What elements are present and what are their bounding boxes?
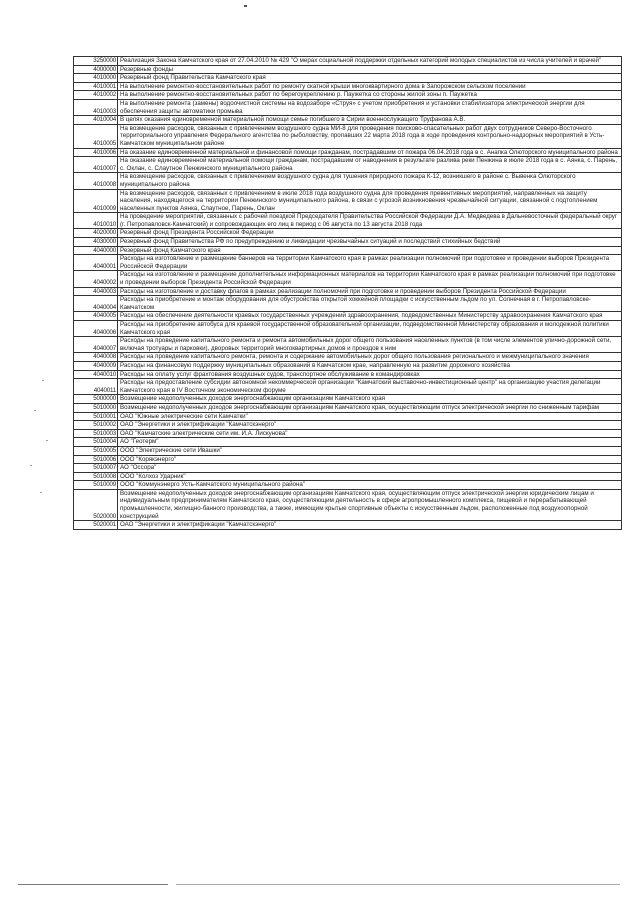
row-description: Расходы на приобретение и монтаж оборудования для обустройства открытой хоккейной площадки с искусственным льдом по ул. Солнечная в г. Петропавловске-Камчатском — [118, 296, 622, 312]
row-code: 4040003 — [74, 287, 118, 296]
row-description: Расходы на обеспечение деятельности краевых государственных учреждений здравоохранения, подведомственных Министерству здравоохранения Камчатского края — [118, 312, 622, 321]
table-row — [74, 472, 622, 481]
table-row — [74, 238, 622, 247]
row-description: На возмещение расходов, связанных с привлечением воздушного судна МИ-8 для проведения поисково-спасательных работ двух сотрудников Северо-Восточного территориального управления Федерального агентства по рыболовству, пропавших 22 марта 2018 года в ходе проведения контрольно-надзорных мероприятий в Усть-Камчатском муниципальном районе — [118, 124, 622, 148]
row-code: 5010004 — [74, 438, 118, 447]
scan-mark — [244, 5, 247, 7]
row-code: 4040004 — [74, 296, 118, 312]
table-row — [74, 429, 622, 438]
row-code: 4040011 — [74, 379, 118, 395]
row-description: Реализация Закона Камчатского края от 27.04.2010 № 429 "О мерах социальной поддержки отдельных категорий молодых специалистов из числа учителей и врачей" — [118, 57, 622, 66]
table-row — [74, 287, 622, 296]
table-row — [74, 74, 622, 83]
table-row — [74, 213, 622, 229]
row-code: 5010000 — [74, 403, 118, 412]
table-row — [74, 157, 622, 173]
table-row — [74, 91, 622, 100]
table-row — [74, 99, 622, 115]
table-row — [74, 124, 622, 148]
row-code: 4030000 — [74, 238, 118, 247]
table-row — [74, 321, 622, 337]
row-description: ОАО "Южные электрические сети Камчатки" — [118, 412, 622, 421]
table-row — [74, 412, 622, 421]
table-row — [74, 312, 622, 321]
row-code: 4040000 — [74, 246, 118, 255]
row-code: 4010004 — [74, 116, 118, 125]
row-description: Резервные фонды — [118, 65, 622, 74]
row-description: Резервный фонд Президента Российской Федерации — [118, 229, 622, 238]
table-row — [74, 337, 622, 353]
row-code: 4010003 — [74, 99, 118, 115]
row-description: На выполнение ремонтно-восстановительных работ по берегоукреплению р. Паужетка со стороны жилой зоны п. Паужетка — [118, 91, 622, 100]
row-description: Возмещение недополученных доходов энергоснабжающим организациям Камчатского края, осуществляющим отпуск электрической энергии юридическим лицам и индивидуальным предпринимателям Камчатского края, осуществляющим деятельность в сфере агропромышленного комплекса, пищевой и перерабатывающей промышленности, жилищно-банного производства, а также, имеющим крытые спортивные объекты с искусственным льдом, расположенные под воздухоопорной конструкцией — [118, 489, 622, 520]
row-description: Расходы на проведение капитального ремонта и ремонта автомобильных дорог общего пользования населенных пунктов (в том числе элементов улично-дорожной сети, включая тротуары и парковки), дворовых территорий многоквартирных домов и проездов к ним — [118, 337, 622, 353]
budget-classification-table — [73, 56, 622, 530]
table-row — [74, 481, 622, 490]
row-code: 4040010 — [74, 370, 118, 379]
row-description: Возмещение недополученных доходов энергоснабжающим организациям Камчатского края, осуществляющим отпуск электрической энергии по сниженным тарифам — [118, 403, 622, 412]
row-code: 4040008 — [74, 353, 118, 362]
row-code: 4010002 — [74, 91, 118, 100]
row-description: АО "Оссора" — [118, 464, 622, 473]
row-code: 4010006 — [74, 148, 118, 157]
row-code: 4010010 — [74, 213, 118, 229]
table-row — [74, 421, 622, 430]
row-description: Расходы на предоставление субсидии автономной некоммерческой организации "Камчатский выставочно-инвестиционный центр" на организацию участия делегации Камчатского края в IV Восточном экономическом форуме — [118, 379, 622, 395]
row-description: ОАО "Энергетики и электрификации "Камчатскэнерго" — [118, 421, 622, 430]
row-description: На оказание единовременной материальной и финансовой помощи гражданам, пострадавшим от пожара 06.04.2018 года в с. Анапка Олюторского муниципального района — [118, 148, 622, 157]
table-row — [74, 296, 622, 312]
row-description: Резервный фонд Правительства РФ по предупреждению и ликвидации чрезвычайных ситуаций и последствий стихийных бедствий — [118, 238, 622, 247]
row-code: 4040006 — [74, 321, 118, 337]
row-description: ОАО "Энергетики и электрификации "Камчатскэнерго" — [118, 521, 622, 530]
row-code: 4010009 — [74, 189, 118, 213]
row-code: 3250000 — [74, 57, 118, 66]
table-row — [74, 353, 622, 362]
table-row — [74, 246, 622, 255]
table-row — [74, 148, 622, 157]
row-code: 4010000 — [74, 74, 118, 83]
row-description: Резервный фонд Камчатского края — [118, 246, 622, 255]
table-row — [74, 65, 622, 74]
row-code: 4010001 — [74, 82, 118, 91]
row-code: 4010008 — [74, 173, 118, 189]
table-row — [74, 395, 622, 404]
row-code: 5020000 — [74, 489, 118, 520]
row-description: Расходы на финансовую поддержку муниципальных образований в Камчатском крае, направленную на развитие дорожного хозяйства — [118, 361, 622, 370]
row-description: Резервный фонд Правительства Камчатского края — [118, 74, 622, 83]
row-description: ООО "Корякэнерго" — [118, 455, 622, 464]
row-description: В целях оказания единовременной материальной помощи семье погибшего в Сирии военнослужащего Труфанова А.В. — [118, 116, 622, 125]
row-description: ОАО "Камчатские электрические сети им. И.А. Лискунова" — [118, 429, 622, 438]
row-description: На оказание единовременной материальной помощи гражданам, пострадавшим от наводнения в результате разлива реки Пенжина в июле 2018 года в с. Аянка, с. Парень, с. Оклан, с. Слаутное Пенжинского муниципального района — [118, 157, 622, 173]
row-code: 4010007 — [74, 157, 118, 173]
table-row — [74, 271, 622, 287]
row-code: 5020001 — [74, 521, 118, 530]
row-description: Расходы на изготовление и размещение баннеров на территории Камчатского края в рамках реализации полномочий при подготовке и проведении выборов Президента Российской Федерации — [118, 255, 622, 271]
row-code: 4040005 — [74, 312, 118, 321]
row-description: Расходы на изготовление и доставку флагов в рамках реализации полномочий при подготовке и проведении выборов Президента Российской Федерации — [118, 287, 622, 296]
row-description: На возмещение расходов, связанных с привлечением воздушного судна для тушения природного пожара К-12, возникшего в районе с. Вывенка Олюторского муниципального района — [118, 173, 622, 189]
row-code: 4020000 — [74, 229, 118, 238]
row-code: 5010006 — [74, 455, 118, 464]
row-code: 5010003 — [74, 429, 118, 438]
table-row — [74, 464, 622, 473]
row-description: На выполнение ремонтно-восстановительных работ по ремонту скатной крыши многоквартирного дома в Запорожском сельском поселении — [118, 82, 622, 91]
table-row — [74, 57, 622, 66]
row-description: АО "Геотерм" — [118, 438, 622, 447]
row-description: Расходы на оплату услуг фрахтования воздушных судов, транспортное обслуживание в командировках — [118, 370, 622, 379]
row-description: Расходы на приобретение автобуса для краевой государственной образовательной организации, подведомственной Министерству образования и молодежной политики Камчатского края — [118, 321, 622, 337]
table-row — [74, 229, 622, 238]
row-description: На выполнение ремонта (замены) водоочистной системы на водозаборе «Струя» с учетом приобретения и установки стабилизатора электрической энергии для обеспечения защиты автоматики промыва — [118, 99, 622, 115]
table-row — [74, 446, 622, 455]
row-code: 5010009 — [74, 481, 118, 490]
row-code: 4010005 — [74, 124, 118, 148]
table-row — [74, 521, 622, 530]
row-description: ООО "Электрические сети Ивашки" — [118, 446, 622, 455]
row-code: 5000000 — [74, 395, 118, 404]
table-row — [74, 189, 622, 213]
bottom-rule-faint — [176, 884, 620, 885]
row-description: ООО "Коммунэнерго Усть-Камчатского муниципального района" — [118, 481, 622, 490]
table-row — [74, 116, 622, 125]
row-description: Расходы на проведение капитального ремонта, ремонта и содержание автомобильных дорог общего пользования регионального и межмуниципального значения — [118, 353, 622, 362]
row-description: На возмещение расходов, связанных с привлечением в июле 2018 года воздушного судна для проведения превентивных мероприятий, направленных на защиту населения, находящегося на территории Пенжинского муниципального района, в связи с угрозой возникновения чрезвычайной ситуации, связанной с подтоплением населенных пунктов Аянка, Слаутное, Парень, Оклан — [118, 189, 622, 213]
table-row — [74, 255, 622, 271]
table-row — [74, 489, 622, 520]
table-row — [74, 370, 622, 379]
table-row — [74, 438, 622, 447]
table-body — [74, 57, 622, 530]
bottom-rule — [18, 884, 168, 885]
table-row — [74, 455, 622, 464]
row-code: 4000000 — [74, 65, 118, 74]
table-row — [74, 173, 622, 189]
row-code: 5010008 — [74, 472, 118, 481]
table-row — [74, 82, 622, 91]
row-code: 4040002 — [74, 271, 118, 287]
row-code: 4040007 — [74, 337, 118, 353]
table-row — [74, 379, 622, 395]
row-code: 5010002 — [74, 421, 118, 430]
row-code: 4040009 — [74, 361, 118, 370]
row-code: 4040001 — [74, 255, 118, 271]
row-description: На проведение мероприятий, связанных с рабочей поездкой Председателя Правительства Российской Федерации Д.А. Медведева в Дальневосточный федеральный округ (г. Петропавловск-Камчатский) и сопровождающих его лиц в период с 06 августа по 13 августа 2018 года — [118, 213, 622, 229]
margin-dots — [12, 380, 52, 500]
row-description: Расходы на изготовление и размещение дополнительных информационных материалов на территории Камчатского края в рамках реализации полномочий при подготовке и проведении выборов Президента Российской Федерации — [118, 271, 622, 287]
row-code: 5010007 — [74, 464, 118, 473]
table-row — [74, 361, 622, 370]
row-code: 5010001 — [74, 412, 118, 421]
row-description: ООО "Колхоз Ударник" — [118, 472, 622, 481]
row-description: Возмещение недополученных доходов энергоснабжающим организациям Камчатского края — [118, 395, 622, 404]
table-row — [74, 403, 622, 412]
row-code: 5010005 — [74, 446, 118, 455]
